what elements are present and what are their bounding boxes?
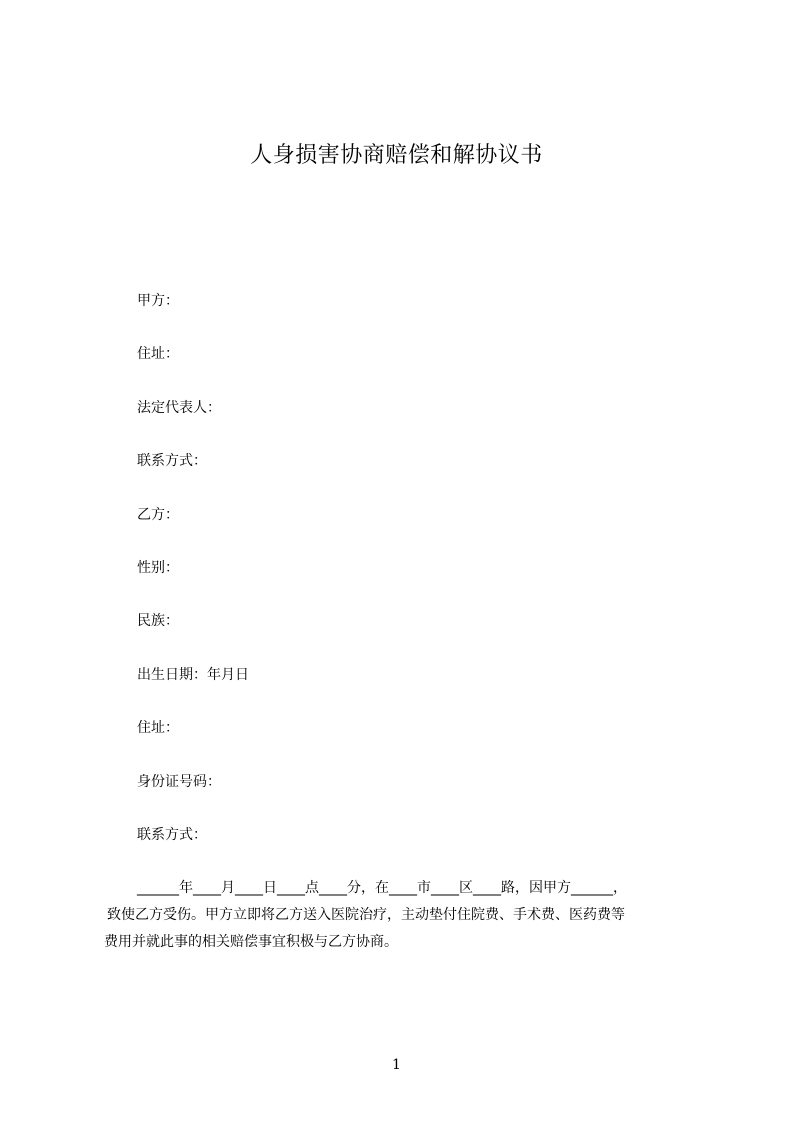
legal-representative-label: 法定代表人： xyxy=(137,400,221,416)
party-a-label: 甲方： xyxy=(137,293,179,309)
party-b-label: 乙方： xyxy=(137,507,179,523)
ethnicity-label: 民族： xyxy=(137,613,179,629)
page-title: 人身损害协商赔偿和解协议书 xyxy=(250,143,543,168)
party-b-contact-label: 联系方式： xyxy=(137,827,207,843)
page-number: 1 xyxy=(392,1057,401,1073)
id-number-label: 身份证号码： xyxy=(137,774,221,790)
incident-paragraph-line-2: 致使乙方受伤。甲方立即将乙方送入医院治疗，主动垫付住院费、手术费、医药费等 xyxy=(107,907,625,923)
party-a-address-label: 住址： xyxy=(137,346,179,362)
birth-date-label: 出生日期：年月日 xyxy=(137,667,249,683)
party-b-address-label: 住址： xyxy=(137,720,179,736)
gender-label: 性别： xyxy=(137,560,179,576)
incident-paragraph-line-3: 费用并就此事的相关赔偿事宜积极与乙方协商。 xyxy=(104,934,398,950)
incident-paragraph-line-1: ______年____月____日____点____分，在____市____区____路，因甲方______， xyxy=(137,880,627,896)
party-a-contact-label: 联系方式： xyxy=(137,453,207,469)
